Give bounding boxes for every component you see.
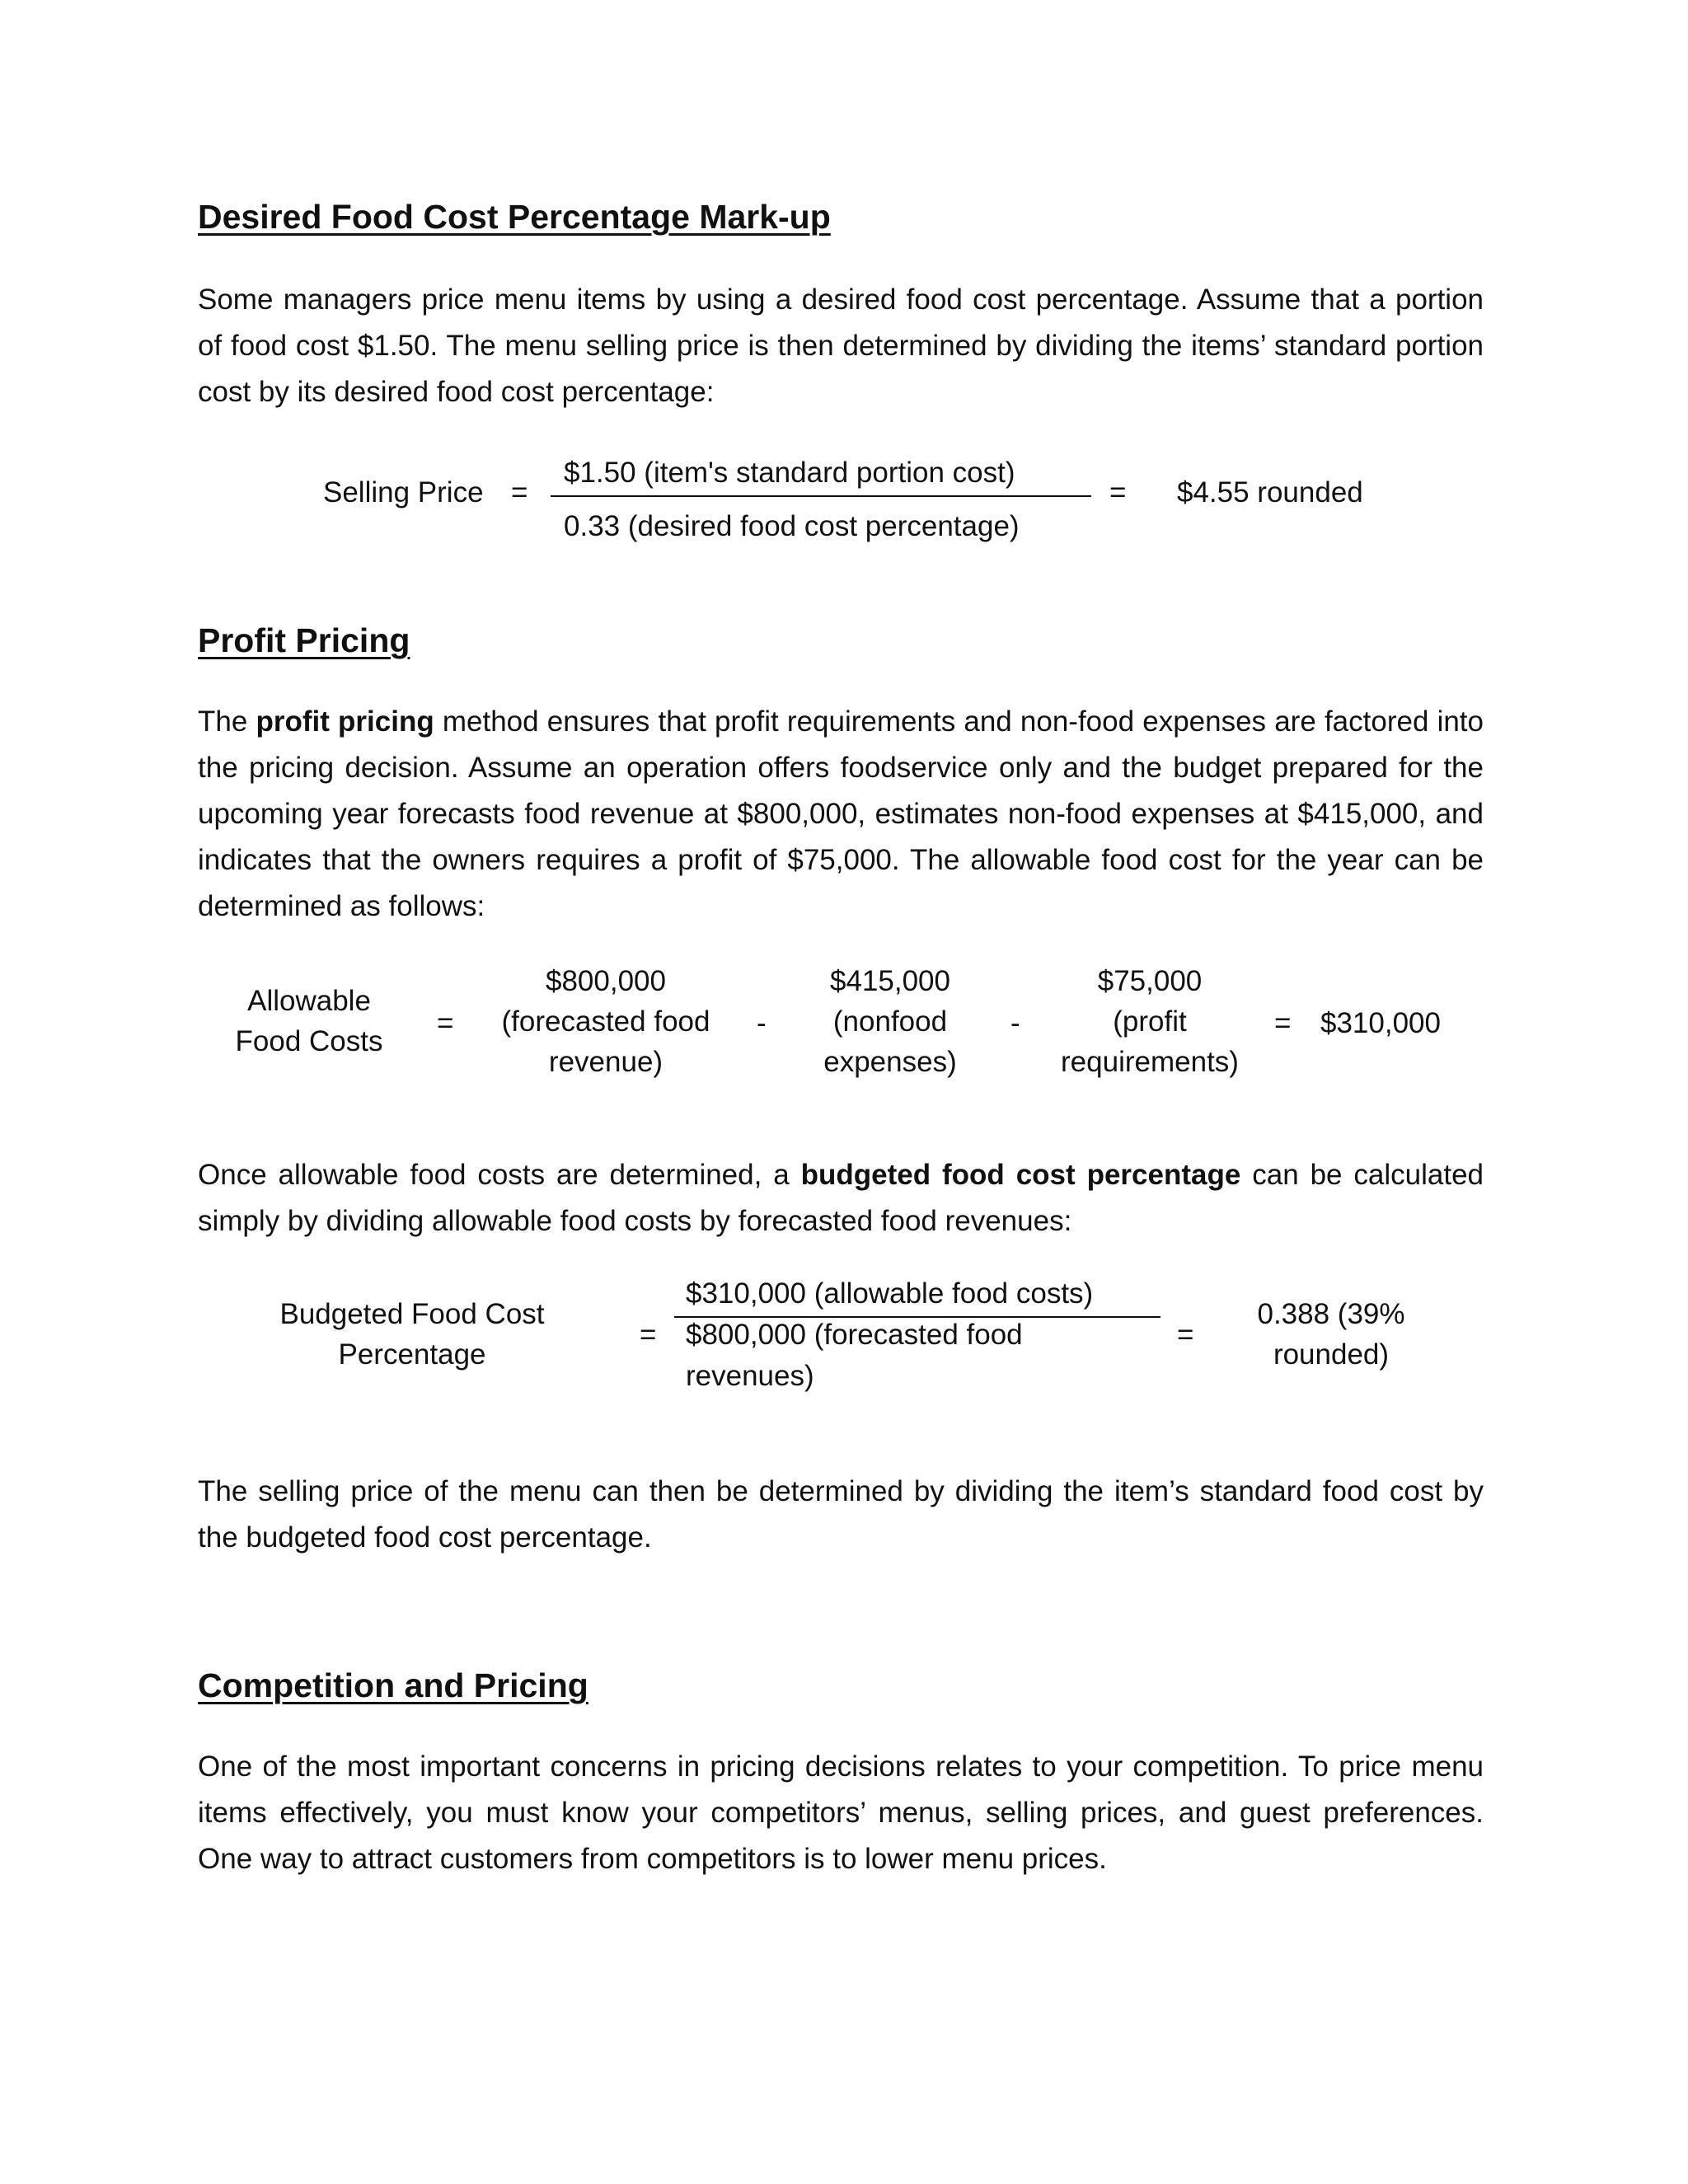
paragraph-text: can be calculated simply by dividing allowable food costs by forecasted food revenues:: [198, 1159, 1484, 1237]
paragraph-text: The: [198, 705, 256, 738]
term-line: (nonfood: [832, 1005, 948, 1038]
term-line: $75,000: [1097, 965, 1203, 997]
fraction-bar: [551, 495, 1091, 497]
formula-numerator: $1.50 (item's standard portion cost): [564, 457, 1015, 489]
bold-term-profit-pricing: profit pricing: [256, 705, 434, 738]
result-line: 0.388 (39%: [1257, 1298, 1405, 1330]
paragraph-selling-price-determination: The selling price of the menu can then be determined by dividing the item’s standard food cost by the budgeted food cost percentage.: [198, 1475, 1484, 1554]
formula-equals-sign: =: [437, 1007, 454, 1039]
formula-result: $4.55 rounded: [1177, 476, 1363, 509]
formula-term-forecasted-food-revenue: [486, 961, 725, 1082]
formula-equals-sign: =: [1177, 1319, 1194, 1351]
paragraph-text: method ensures that profit requirements and non-food expenses are factored into the pricing decision. Assume an operation offers foodservice only and the budget prepared for the upcoming year forecasts food revenue at $800,000, estimates non-food expenses at $415,000, and indicates that the owners requires a profit of $75,000. The allowable food cost for the year can be determined as follows:: [198, 705, 1484, 922]
label-line: Food Costs: [235, 1025, 383, 1057]
formula-minus-sign: -: [1010, 1007, 1020, 1039]
formula-equals-sign: =: [1109, 476, 1127, 509]
label-line: Allowable: [247, 985, 371, 1017]
heading-desired-food-cost: Desired Food Cost Percentage Mark-up: [198, 198, 831, 236]
formula-numerator: $310,000 (allowable food costs): [686, 1277, 1094, 1310]
paragraph-desired-food-cost: Some managers price menu items by using a desired food cost percentage. Assume that a portion of food cost $1.50. The menu selling price is then determined by dividing the items’ standard portion cost by its desired food cost percentage:: [198, 284, 1484, 408]
result-line: rounded): [1273, 1338, 1390, 1371]
formula-result: [1228, 1294, 1434, 1375]
term-line: requirements): [1061, 1046, 1239, 1078]
paragraph-text: Once allowable food costs are determined, a: [198, 1159, 801, 1191]
formula-minus-sign: -: [757, 1007, 767, 1039]
term-line: $800,000: [546, 965, 666, 997]
paragraph-profit-pricing: [198, 699, 1484, 930]
formula-denominator-line: $800,000 (forecasted food: [686, 1319, 1023, 1351]
formula-denominator-line: revenues): [686, 1360, 814, 1392]
paragraph-competition: One of the most important concerns in pricing decisions relates to your competition. To price menu items effectively, you must know your competitors’ menus, selling prices, and guest preferences. One way to attract customers from competitors is to lower menu prices.: [198, 1750, 1484, 1875]
formula-result: $310,000: [1320, 1007, 1441, 1039]
formula-term-profit-requirements: [1047, 961, 1253, 1082]
term-line: revenue): [548, 1046, 663, 1078]
term-line: $415,000: [830, 965, 950, 997]
formula-equals-sign: =: [511, 476, 528, 509]
formula-equals-sign: =: [640, 1319, 657, 1351]
term-line: (profit: [1113, 1005, 1187, 1038]
bold-term-budgeted-food-cost-percentage: budgeted food cost percentage: [800, 1159, 1241, 1191]
heading-competition-and-pricing: Competition and Pricing: [198, 1666, 588, 1704]
heading-profit-pricing: Profit Pricing: [198, 621, 410, 659]
formula-label-allowable-food-costs: [214, 981, 404, 1062]
paragraph-budgeted-food-cost: [198, 1152, 1484, 1244]
formula-label-selling-price: Selling Price: [323, 476, 484, 509]
formula-term-nonfood-expenses: [799, 961, 981, 1082]
formula-denominator: 0.33 (desired food cost percentage): [564, 510, 1020, 542]
formula-equals-sign: =: [1274, 1007, 1292, 1039]
term-line: expenses): [823, 1046, 957, 1078]
label-line: Percentage: [338, 1338, 486, 1371]
formula-label-budgeted-food-cost: [264, 1294, 560, 1375]
label-line: Budgeted Food Cost: [279, 1298, 545, 1330]
term-line: (forecasted food: [501, 1005, 710, 1038]
